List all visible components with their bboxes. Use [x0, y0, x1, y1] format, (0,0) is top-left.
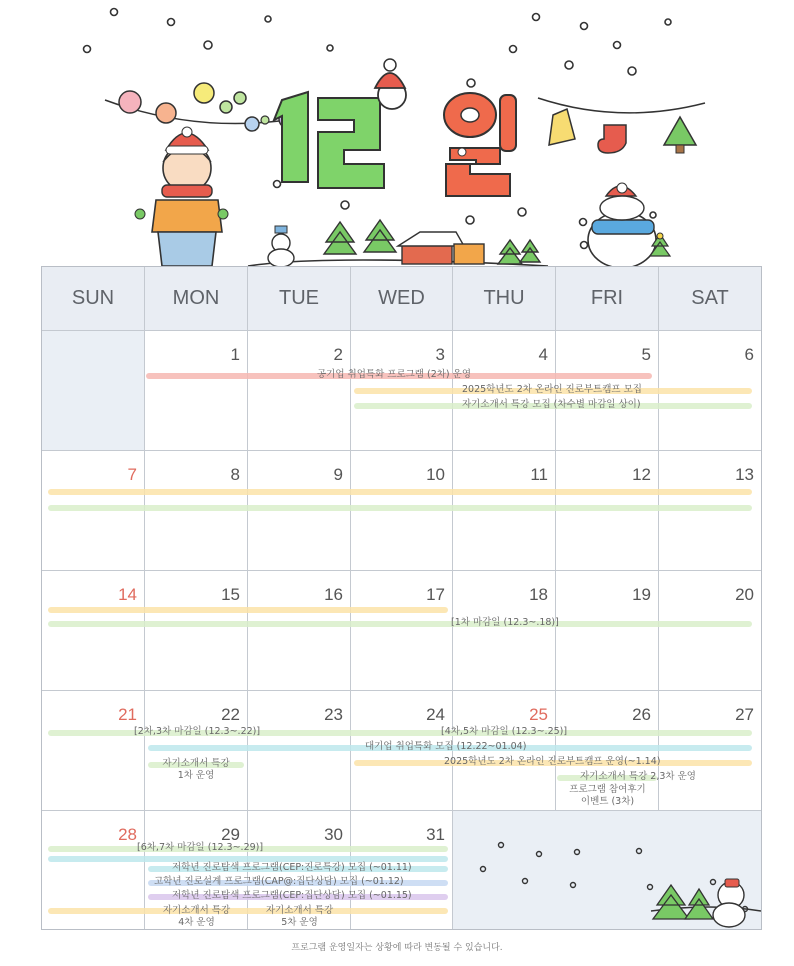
- weekday-sun: SUN: [42, 267, 145, 331]
- date-number: 20: [735, 585, 754, 604]
- date-number: 16: [324, 585, 343, 604]
- date-number: 25: [529, 705, 548, 724]
- weekday-thu: THU: [453, 267, 556, 331]
- date-number: 31: [426, 825, 445, 844]
- event-label-intro4-sub: 4차 운영: [178, 917, 215, 928]
- day-cell-19[interactable]: [556, 571, 659, 691]
- date-number: 17: [426, 585, 445, 604]
- event-label-intro-run23[interactable]: 자기소개서 특강 2,3차 운영: [580, 771, 696, 782]
- snowman: [588, 183, 670, 268]
- weekday-sat: SAT: [659, 267, 761, 331]
- date-number: 29: [221, 825, 240, 844]
- day-cell-7[interactable]: [42, 451, 145, 571]
- date-number: 19: [632, 585, 651, 604]
- day-cell-16[interactable]: [248, 571, 351, 691]
- date-number: 24: [426, 705, 445, 724]
- event-bar: [48, 607, 448, 613]
- day-cell-8[interactable]: [145, 451, 248, 571]
- event-label-bootcamp-run[interactable]: 2025학년도 2차 온라인 진로부트캠프 운영(~1.14): [444, 756, 661, 767]
- date-number: 2: [333, 345, 343, 364]
- day-cell-15[interactable]: [145, 571, 248, 691]
- event-bar: [48, 621, 752, 627]
- date-number: 21: [118, 705, 137, 724]
- day-cell-17[interactable]: [351, 571, 453, 691]
- girl-character: [135, 127, 228, 266]
- day-cell-9[interactable]: [248, 451, 351, 571]
- day-cell-21[interactable]: [42, 691, 145, 811]
- date-number: 12: [632, 465, 651, 484]
- date-number: 23: [324, 705, 343, 724]
- date-number: 14: [118, 585, 137, 604]
- weekday-wed: WED: [351, 267, 453, 331]
- weekday-tue: TUE: [248, 267, 351, 331]
- event-label-low-cep2[interactable]: 저학년 진로탐색 프로그램(CEP:집단상담) 모집 (~01.15): [172, 890, 412, 901]
- month-title-art: [274, 59, 516, 196]
- day-cell-23[interactable]: [248, 691, 351, 811]
- event-label-high-cap[interactable]: 고학년 진로설계 프로그램(CAP@:집단상담) 모집 (~01.12): [154, 876, 404, 887]
- date-number: 28: [118, 825, 137, 844]
- day-cell-10[interactable]: [351, 451, 453, 571]
- day-cell-12[interactable]: [556, 451, 659, 571]
- ornament-garland: [105, 83, 300, 131]
- weekday-fri: FRI: [556, 267, 659, 331]
- date-number: 8: [230, 465, 240, 484]
- date-number: 1: [230, 345, 240, 364]
- weekday-mon: MON: [145, 267, 248, 331]
- event-label-intro5-sub: 5차 운영: [281, 917, 318, 928]
- date-number: 10: [426, 465, 445, 484]
- header-illustration: [0, 0, 794, 268]
- date-number: 13: [735, 465, 754, 484]
- event-label-review-sub: 이벤트 (3차): [580, 796, 635, 807]
- event-label-deadline45[interactable]: [4차,5차 마감일 (12.3~.25)]: [441, 726, 568, 737]
- date-number: 11: [530, 465, 548, 484]
- footnote: 프로그램 운영일자는 상황에 따라 변동될 수 있습니다.: [291, 943, 503, 953]
- day-cell-18[interactable]: [453, 571, 556, 691]
- day-cell-20[interactable]: [659, 571, 761, 691]
- day-cell-27[interactable]: [659, 691, 761, 811]
- day-cell-22[interactable]: [145, 691, 248, 811]
- event-label-large-corp[interactable]: 대기업 취업특화 모집 (12.22~01.04): [365, 741, 527, 752]
- event-label-intro4[interactable]: 자기소개서 특강: [162, 905, 231, 916]
- date-number: 5: [641, 345, 651, 364]
- event-bar: [48, 489, 752, 495]
- event-label-intro-run1[interactable]: 자기소개서 특강: [162, 758, 230, 769]
- date-number: 26: [632, 705, 651, 724]
- date-number: 7: [127, 465, 137, 484]
- date-number: 9: [333, 465, 343, 484]
- event-label-intro-recruit[interactable]: 자기소개서 특강 모집 (차수별 마감일 상이): [462, 399, 641, 410]
- christmas-bunting: [538, 98, 705, 153]
- date-number: 18: [529, 585, 548, 604]
- date-number: 15: [221, 585, 240, 604]
- date-number: 27: [735, 705, 754, 724]
- date-number: 6: [744, 345, 754, 364]
- winter-illustration: [453, 811, 761, 929]
- event-bar: [48, 505, 752, 511]
- calendar-grid: [41, 266, 762, 930]
- day-cell-empty-end: [453, 811, 761, 929]
- event-label-deadline23[interactable]: [2차,3차 마감일 (12.3~.22)]: [134, 726, 261, 737]
- day-cell-empty: [42, 331, 145, 451]
- day-cell-11[interactable]: [453, 451, 556, 571]
- date-number: 3: [435, 345, 445, 364]
- date-number: 30: [324, 825, 343, 844]
- event-label-intro5[interactable]: 자기소개서 특강: [265, 905, 334, 916]
- event-label-low-cep1[interactable]: 저학년 진로탐색 프로그램(CEP:진로특강) 모집 (~01.11): [172, 862, 412, 873]
- event-label-deadline1[interactable]: [1차 마감일 (12.3~.18)]: [451, 617, 559, 628]
- village-scene: [248, 220, 548, 267]
- day-cell-13[interactable]: [659, 451, 761, 571]
- event-label-bootcamp-recruit[interactable]: 2025학년도 2차 온라인 진로부트캠프 모집: [462, 384, 642, 395]
- day-cell-14[interactable]: [42, 571, 145, 691]
- date-number: 22: [221, 705, 240, 724]
- date-number: 4: [538, 345, 548, 364]
- event-label-intro-run1-sub: 1차 운영: [177, 770, 215, 781]
- event-label-review[interactable]: 프로그램 참여후기: [569, 784, 646, 795]
- event-label-deadline67[interactable]: [6차,7차 마감일 (12.3~.29)]: [137, 842, 264, 853]
- event-label-public-corp[interactable]: 공기업 취업특화 프로그램 (2차) 운영: [317, 369, 472, 380]
- day-cell-2[interactable]: [248, 331, 351, 451]
- day-cell-1[interactable]: [145, 331, 248, 451]
